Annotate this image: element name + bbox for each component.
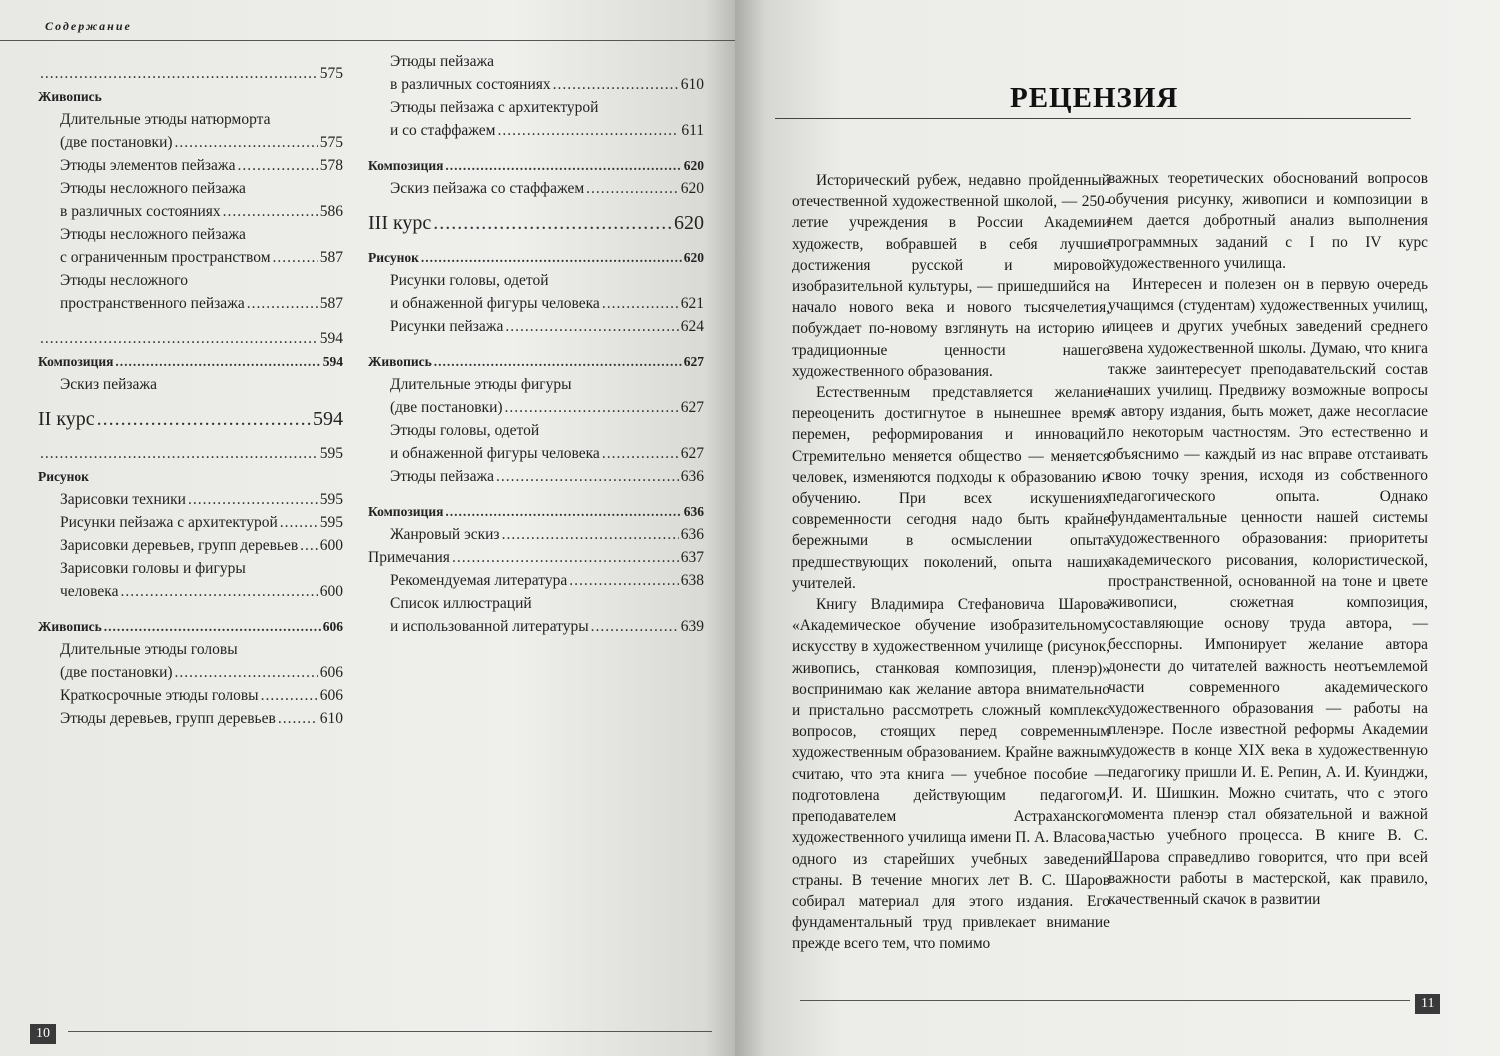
toc-leader-dots [223,200,318,223]
toc-entry [38,442,343,465]
toc-column-2 [368,50,704,638]
toc-leader-dots [261,684,318,707]
toc-leader-dots [175,131,318,154]
toc-entry [38,511,343,534]
toc-page-number: 575 [319,65,343,82]
toc-page-number: 600 [319,537,343,554]
toc-leader-dots [434,350,682,373]
toc-entry-text: Этюды головы, одетой [390,422,540,439]
toc-entry-text: Этюды пейзажа с архитектурой [390,99,599,116]
toc-entry-text: Этюды несложного пейзажа [60,180,246,197]
toc-entry-title: в различных состояниях [390,76,551,93]
toc-page-number: 624 [680,318,704,335]
toc-page-number: 611 [681,122,704,139]
toc-leader-dots [175,661,318,684]
paragraph: Естественным представляется желание переоценить достигнутое в нынешнее время перемен, реформирования и инноваций. Стремительно меняется общество — меняется человек, изменяются подходы к образованию и обучению. При всех искушениях современности сегодня надо быть крайне бережными в осмыслении опыта предшествующих поколений, опыта наших учителей. [792,384,1110,592]
toc-gap [368,142,704,154]
toc-entry-title: (две постановки) [60,134,173,151]
toc-leader-dots [280,511,318,534]
toc-page-number: 594 [319,330,343,347]
toc-page-number: 586 [319,203,343,220]
footer-rule [68,1031,712,1032]
toc-page-number: 638 [680,572,704,589]
toc-section-heading: Живопись [38,89,102,104]
toc-entry [368,292,704,315]
toc-entry-title: (две постановки) [390,399,503,416]
toc-entry [38,488,343,511]
toc-entry [38,62,343,85]
toc-entry-title: II курс [38,408,95,430]
toc-entry-title: и использованной литературы [390,618,589,635]
toc-course-heading [368,206,704,240]
toc-leader-dots [40,62,318,85]
toc-entry [38,707,343,730]
toc-leader-dots [247,292,318,315]
toc-entry [368,442,704,465]
right-page [735,0,1500,1056]
toc-entry-title: Этюды деревьев, групп деревьев [60,710,276,727]
toc-section-heading [368,246,704,269]
paragraph: Исторический рубеж, недавно пройденный отечественной художественной школой, — 250-летие учреждения в России Академии художеств, вобравшей в себя лучшие достижения русской и мировой изобразительной культуры, — пришедшийся на начало нового века и нового тысячелетия, побуждает по-новому взглянуть на историю и традиционные ценности нашего художественного образования. [792,172,1110,380]
toc-gap [368,338,704,350]
toc-leader-dots [421,246,682,269]
toc-page-number: 595 [319,445,343,462]
paragraph: Книгу Владимира Стефановича Шарова «Академическое обучение изобразительному искусству в художественном училище (рисунок, живопись, станковая композиция, пленэр)» воспринимаю как желание автора внимательно и пристально рассмотреть сложный комплекс вопросов, стоящих перед современным художественным образованием. Крайне важным считаю, что эта книга — учебное пособие — подготовлена действующим педагогом, преподавателем Астраханского художественного училища имени П. А. Власова, одного из старейших учебных заведений страны. В течение многих лет В. С. Шаров собирал материал для этого издания. Его фундаментальный труд привлекает внимание прежде всего тем, что помимо [792,596,1110,953]
footer-rule [800,1000,1410,1001]
toc-leader-dots [553,73,679,96]
toc-entry-title: Композиция [368,158,444,173]
toc-page-number: 578 [319,157,343,174]
toc-entry-text: Эскиз пейзажа [60,376,157,393]
toc-gap [38,315,343,327]
toc-entry [38,131,343,154]
toc-section-heading [38,615,343,638]
toc-section-heading [368,350,704,373]
toc-leader-dots [445,154,681,177]
toc-entry-title: и обнаженной фигуры человека [390,445,600,462]
toc-entry-title: человека [60,583,119,600]
toc-page-number: 610 [680,76,704,93]
paragraph: важных теоретических обоснований вопросов обучения рисунку, живописи и композиции в нем дается добротный анализ выполнения программных заданий с I по IV курс художественного училища. [1108,170,1428,272]
toc-page-number: 637 [680,549,704,566]
toc-page-number: 587 [319,249,343,266]
toc-entry-text: Длительные этюды фигуры [390,376,572,393]
toc-leader-dots [452,546,679,569]
toc-entry-text: Этюды пейзажа [390,53,495,70]
toc-entry [368,546,704,569]
toc-entry [38,200,343,223]
toc-entry-title: Рисунок [368,250,419,265]
toc-entry-title: III курс [368,212,432,234]
text-column-1 [792,170,1110,955]
toc-entry [38,327,343,350]
toc-entry-title: Примечания [368,549,450,566]
title-rule [775,118,1411,119]
toc-leader-dots [40,327,318,350]
toc-section-heading [368,154,704,177]
toc-section-heading [368,500,704,523]
toc-entry-title: Краткосрочные этюды головы [60,687,259,704]
toc-page-number: 606 [319,664,343,681]
page-number-right: 11 [1415,994,1440,1014]
toc-entry-title: Этюды элементов пейзажа [60,157,236,174]
toc-page-number: 595 [319,491,343,508]
toc-entry [368,396,704,419]
toc-leader-dots [569,569,679,592]
toc-entry-text: Список иллюстраций [390,595,532,612]
toc-page-number: 627 [680,445,704,462]
toc-section-heading [38,350,343,373]
toc-entry [38,534,343,557]
toc-leader-dots [97,402,311,436]
toc-entry-title: Рекомендуемая литература [390,572,568,589]
toc-entry-title: Этюды пейзажа [390,468,495,485]
toc-leader-dots [505,315,678,338]
toc-gap [368,488,704,500]
left-page [0,0,735,1056]
toc-entry-title: Композиция [38,354,114,369]
toc-page-number: 606 [319,687,343,704]
toc-entry-title: Рисунки пейзажа с архитектурой [60,514,278,531]
toc-leader-dots [602,442,679,465]
toc-entry-title: в различных состояниях [60,203,221,220]
toc-entry [38,580,343,603]
toc-page-number: 621 [680,295,704,312]
toc-entry [368,569,704,592]
toc-entry-title: Живопись [368,354,432,369]
toc-leader-dots [273,246,318,269]
toc-entry-title: и обнаженной фигуры человека [390,295,600,312]
toc-entry-title: Композиция [368,504,444,519]
toc-leader-dots [586,177,679,200]
toc-entry-text: Длительные этюды головы [60,641,238,658]
toc-entry-text: Этюды несложного [60,272,188,289]
toc-entry [38,684,343,707]
toc-entry-text: Длительные этюды натюрморта [60,111,271,128]
toc-page-number: 594 [313,408,343,430]
toc-entry [38,292,343,315]
toc-gap [38,603,343,615]
toc-entry-title: Рисунки пейзажа [390,318,504,335]
text-column-2 [1108,168,1428,910]
toc-entry-text: Зарисовки головы и фигуры [60,560,246,577]
toc-entry [368,73,704,96]
page-title: РЕЦЕНЗИЯ [1010,82,1179,114]
toc-leader-dots [40,442,318,465]
toc-page-number: 587 [319,295,343,312]
toc-page-number: 620 [683,250,704,265]
toc-leader-dots [300,534,318,557]
toc-page-number: 620 [680,180,704,197]
toc-leader-dots [104,615,321,638]
toc-page-number: 636 [680,468,704,485]
toc-entry-title: (две постановки) [60,664,173,681]
toc-page-number: 620 [683,158,704,173]
toc-entry [38,246,343,269]
toc-entry-title: и со стаффажем [390,122,496,139]
toc-leader-dots [591,615,679,638]
toc-entry-text: Этюды несложного пейзажа [60,226,246,243]
toc-leader-dots [120,580,317,603]
toc-page-number: 636 [680,526,704,543]
toc-page-number: 595 [319,514,343,531]
toc-entry-title: Зарисовки техники [60,491,186,508]
toc-leader-dots [433,206,672,240]
toc-page-number: 606 [322,619,343,634]
toc-entry [368,119,704,142]
toc-entry-title: пространственного пейзажа [60,295,245,312]
toc-page-number: 639 [680,618,704,635]
toc-entry [368,177,704,200]
toc-section-heading: Рисунок [38,469,89,484]
toc-leader-dots [502,523,679,546]
toc-page-number: 594 [322,354,343,369]
toc-entry-title: Живопись [38,619,102,634]
toc-leader-dots [445,500,681,523]
paragraph: Интересен и полезен он в первую очередь учащимся (студентам) художественных училищ, лицеев и других учебных заведений среднего звена художественной школы. Думаю, что книга также заинтересует преподавательский состав наших училищ. Предвижу возможные вопросы к автору издания, быть может, даже несогласие по некоторым частностям. Это естественно и объяснимо — каждый из нас вправе отстаивать свою точку зрения, исходя из собственного педагогического опыта. Однако фундаментальные ценности нашей системы художественного образования: приоритеты академического рисования, колористической, пространственной, основанной на тоне и цвете живописи, сюжетная композиция, составляющие основу труда автора, — бесспорны. Импонирует желание автора донести до читателей важность неотъемлемой части современного академического художественного образования — работы на пленэре. После известной реформы Академии художеств в конце XIX века в художественную педагогику пришли И. Е. Репин, А. И. Куинджи, И. И. Шишкин. Можно считать, что с этого момента пленэр стал обязательной и важной частью учебного процесса. В книге В. С. Шарова справедливо говорится, что при всей важности работы в мастерской, как правило, качественный скачок в развитии [1108,276,1428,908]
toc-leader-dots [602,292,679,315]
toc-leader-dots [115,350,320,373]
toc-entry-title: Эскиз пейзажа со стаффажем [390,180,585,197]
toc-page-number: 575 [319,134,343,151]
toc-leader-dots [496,465,679,488]
toc-leader-dots [238,154,318,177]
toc-entry [38,154,343,177]
toc-entry [368,465,704,488]
toc-leader-dots [505,396,679,419]
toc-leader-dots [188,488,318,511]
toc-entry-text: Рисунки головы, одетой [390,272,549,289]
toc-page-number: 627 [680,399,704,416]
toc-page-number: 627 [683,354,704,369]
toc-leader-dots [278,707,318,730]
header-rule [0,40,735,41]
toc-page-number: 636 [683,504,704,519]
toc-entry [38,661,343,684]
page-number-left: 10 [30,1024,56,1044]
toc-entry [368,315,704,338]
toc-page-number: 610 [319,710,343,727]
toc-entry-title: Зарисовки деревьев, групп деревьев [60,537,299,554]
running-head: Содержание [45,19,132,33]
toc-entry [368,523,704,546]
toc-course-heading [38,402,343,436]
toc-page-number: 600 [319,583,343,600]
toc-page-number: 620 [674,212,704,234]
toc-entry-title: Жанровый эскиз [390,526,500,543]
toc-entry [368,615,704,638]
toc-column-1 [38,62,343,730]
toc-entry-title: с ограниченным пространством [60,249,271,266]
toc-leader-dots [497,119,679,142]
